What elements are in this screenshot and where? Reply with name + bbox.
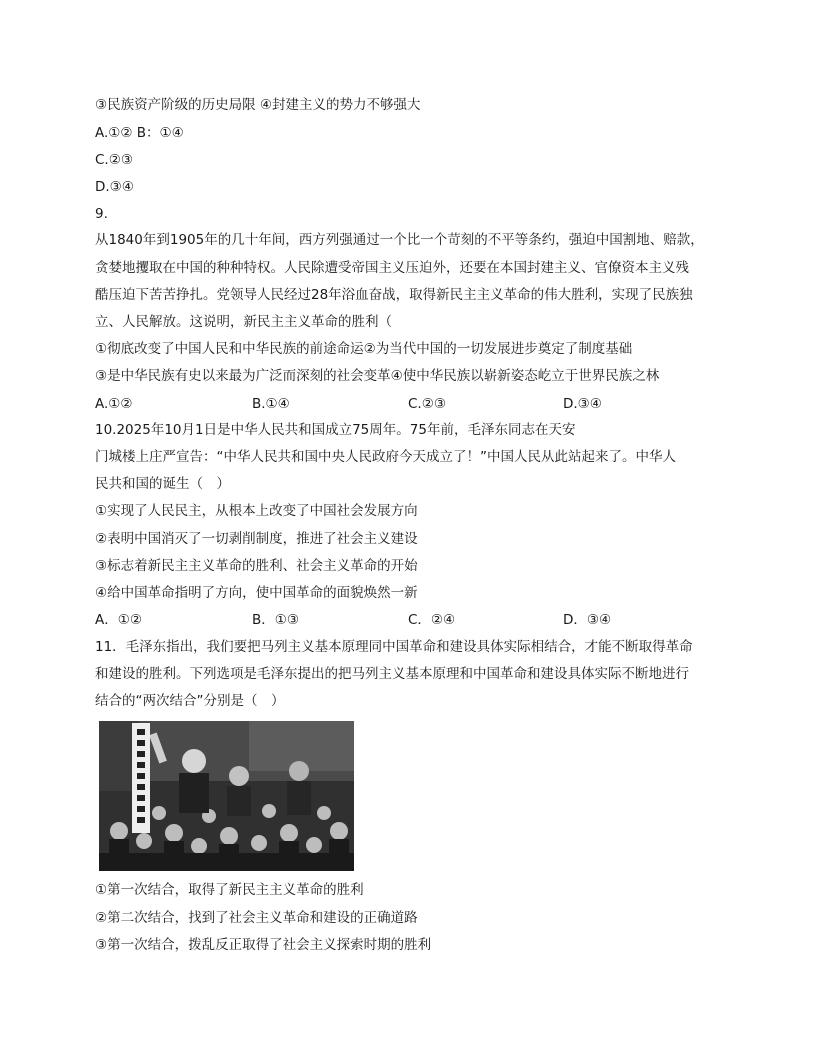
- q10-stem-line-1: 10.2025年10月1日是中华人民共和国成立75周年。75年前，毛泽东同志在天安: [95, 422, 576, 438]
- q9-option-a: A.①②: [95, 396, 133, 412]
- q9-option-b: B.①④: [252, 396, 290, 412]
- q9-option-d: D.③④: [563, 396, 602, 412]
- q10-stem-line-3: 民共和国的诞生（ ）: [95, 476, 230, 492]
- q11-stem-line-1: 11．毛泽东指出，我们要把马列主义基本原理同中国革命和建设具体实际相结合，才能不断取得革命: [95, 639, 693, 655]
- q8-option-a: A.①② B：①④: [95, 125, 184, 141]
- q8-item-line: ③民族资产阶级的历史局限 ④封建主义的势力不够强大: [95, 97, 421, 113]
- q10-option-d: D．③④: [563, 612, 612, 628]
- q10-item-2: ②表明中国消灭了一切剥削制度，推进了社会主义建设: [95, 531, 418, 547]
- q9-stem-line-2: 贪婪地攫取在中国的种种特权。人民除遭受帝国主义压迫外，还要在本国封建主义、官僚资本主义残: [95, 260, 689, 276]
- q11-item-3: ③第一次结合，拨乱反正取得了社会主义探索时期的胜利: [95, 937, 432, 953]
- q10-item-1: ①实现了人民民主，从根本上改变了中国社会发展方向: [95, 503, 418, 519]
- q8-option-c: C.②③: [95, 152, 133, 168]
- q11-stem-line-2: 和建设的胜利。下列选项是毛泽东提出的把马列主义基本原理和中国革命和建设具体实际不断地进行: [95, 666, 689, 682]
- q10-option-a: A．①②: [95, 612, 142, 628]
- q9-item-1: ①彻底改变了中国人民和中华民族的前途命运②为当代中国的一切发展进步奠定了制度基础: [95, 341, 633, 357]
- q9-number: 9.: [95, 206, 108, 222]
- q11-item-2: ②第二次结合，找到了社会主义革命和建设的正确道路: [95, 910, 418, 926]
- q10-option-b: B．①③: [252, 612, 299, 628]
- q10-item-4: ④给中国革命指明了方向，使中国革命的面貌焕然一新: [95, 585, 418, 601]
- q11-item-1: ①第一次结合，取得了新民主主义革命的胜利: [95, 882, 364, 898]
- historical-photo: [99, 721, 354, 871]
- q10-option-c: C．②④: [408, 612, 456, 628]
- q10-stem-line-2: 门城楼上庄严宣告：“中华人民共和国中央人民政府今天成立了！”中国人民从此站起来了。中华人: [95, 449, 676, 465]
- q8-option-d: D.③④: [95, 179, 134, 195]
- q9-stem-line-3: 酷压迫下苦苦挣扎。党领导人民经过28年浴血奋战，取得新民主主义革命的伟大胜利，实现了民族独: [95, 287, 693, 303]
- q9-stem-line-1: 从1840年到1905年的几十年间，西方列强通过一个比一个苛刻的不平等条约，强迫中国割地、赔款，: [95, 232, 704, 248]
- q9-stem-line-4: 立、人民解放。这说明，新民主主义革命的胜利（: [95, 314, 392, 330]
- q10-item-3: ③标志着新民主主义革命的胜利、社会主义革命的开始: [95, 558, 418, 574]
- q9-item-2: ③是中华民族有史以来最为广泛而深刻的社会变革④使中华民族以崭新姿态屹立于世界民族之林: [95, 368, 660, 384]
- q11-stem-line-3: 结合的“两次结合”分别是（ ）: [95, 693, 285, 709]
- q9-option-c: C.②③: [408, 396, 446, 412]
